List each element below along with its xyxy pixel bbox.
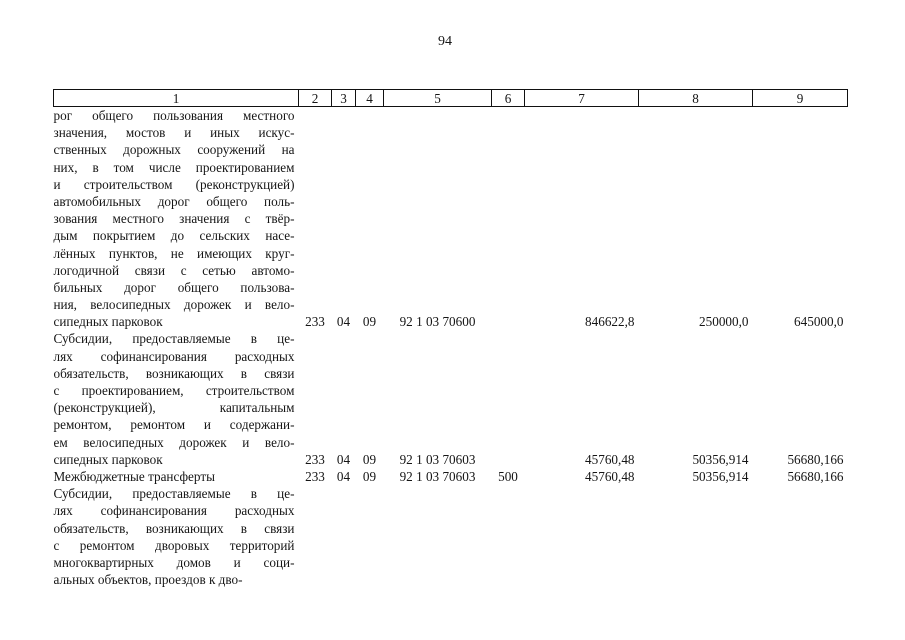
name-line: и строительством (реконструкцией) [53,176,295,192]
name-line: лённых пунктов, не имеющих круг- [53,245,295,261]
cell-grbs: 233 [305,468,325,484]
cell-section: 04 [336,314,351,330]
header-col-8: 8 [639,90,753,107]
table-row [54,468,848,485]
name-line: Субсидии, предоставляемые в це- [53,331,295,347]
name-line: значения, мостов и иных искус- [53,125,295,141]
name-line: них, в том числе проектированием [53,159,295,175]
cell-name [54,330,299,468]
table-row [54,485,848,588]
cell-amount-1: 45760,48 [585,451,635,467]
cell-section: 04 [336,468,351,484]
name-line: дым покрытием до сельских насе- [53,228,295,244]
cell-target-article [384,485,492,588]
table-row [54,330,848,468]
cell-target-article: 92 1 03 70603 [399,451,476,467]
header-col-1: 1 [54,90,299,107]
name-line: ем велосипедных дорожек и вело- [53,434,295,450]
name-line: ремонтом, ремонтом и содержани- [53,417,295,433]
header-col-7: 7 [525,90,639,107]
name-line: с проектированием, строительством [53,383,295,398]
name-line: обязательств, возникающих в связи [53,365,295,381]
cell-section: 04 [336,451,351,467]
cell-section [332,485,356,588]
cell-amount-3: 56680,166 [787,451,844,467]
header-col-3: 3 [332,90,356,107]
cell-amount-3: 645000,0 [794,314,844,330]
cell-name [54,468,299,485]
cell-amount-1: 846622,8 [585,314,635,330]
cell-amount-2: 50356,914 [692,468,749,484]
name-line: с ремонтом дворовых территорий [53,537,295,553]
cell-expense-type [492,107,525,331]
name-line: многоквартирных домов и соци- [53,554,295,570]
cell-target-article: 92 1 03 70600 [399,314,476,330]
cell-subsection: 09 [362,451,377,467]
name-line: логодичной связи с сетью автомо- [53,262,295,278]
header-col-4: 4 [356,90,384,107]
table-row [54,107,848,331]
name-line: Субсидии, предоставляемые в це- [53,486,295,502]
name-line: автомобильных дорог общего поль- [53,193,295,209]
name-line: обязательств, возникающих в связи [53,520,295,536]
name-line: ственных дорожных сооружений на [53,142,295,158]
cell-grbs: 233 [305,451,325,467]
cell-amount-3 [753,485,848,588]
cell-amount-3: 56680,166 [787,468,844,484]
name-line: альных объектов, проездов к дво- [53,572,243,588]
name-line: сипедных парковок [53,451,163,467]
cell-subsection: 09 [362,468,377,484]
row-name-text [54,485,295,588]
name-line: лях софинансирования расходных [53,348,295,364]
cell-amount-1 [525,485,639,588]
row-name-text [54,468,295,485]
name-line: лях софинансирования расходных [53,503,295,519]
page-number: 94 [438,34,452,49]
header-col-5: 5 [384,90,492,107]
header-row [54,90,848,107]
name-line: зования местного значения с твёр- [53,211,295,227]
cell-expense-type [492,330,525,468]
cell-grbs: 233 [305,314,325,330]
header-col-2: 2 [299,90,332,107]
cell-amount-2: 50356,914 [692,451,749,467]
header-col-6: 6 [492,90,525,107]
budget-table [53,89,848,588]
row-name-text [54,330,295,468]
cell-expense-type [492,485,525,588]
cell-amount-2: 250000,0 [699,314,749,330]
cell-expense-type: 500 [498,468,518,484]
name-line: рог общего пользования местного [53,108,295,123]
name-line: (реконструкцией), капитальным [53,400,295,416]
table-body [54,107,848,589]
name-line: Межбюджетные трансферты [53,468,215,484]
cell-grbs [299,485,332,588]
cell-amount-2 [639,485,753,588]
name-line: ния, велосипедных дорожек и вело- [53,297,295,313]
name-line: сипедных парковок [53,314,163,330]
cell-name [54,485,299,588]
header-col-9: 9 [753,90,848,107]
row-name-text [54,107,295,330]
cell-name [54,107,299,331]
name-line: бильных дорог общего пользова- [53,279,295,295]
cell-subsection [356,485,384,588]
cell-amount-1: 45760,48 [585,468,635,484]
cell-target-article: 92 1 03 70603 [399,468,476,484]
cell-subsection: 09 [362,314,377,330]
